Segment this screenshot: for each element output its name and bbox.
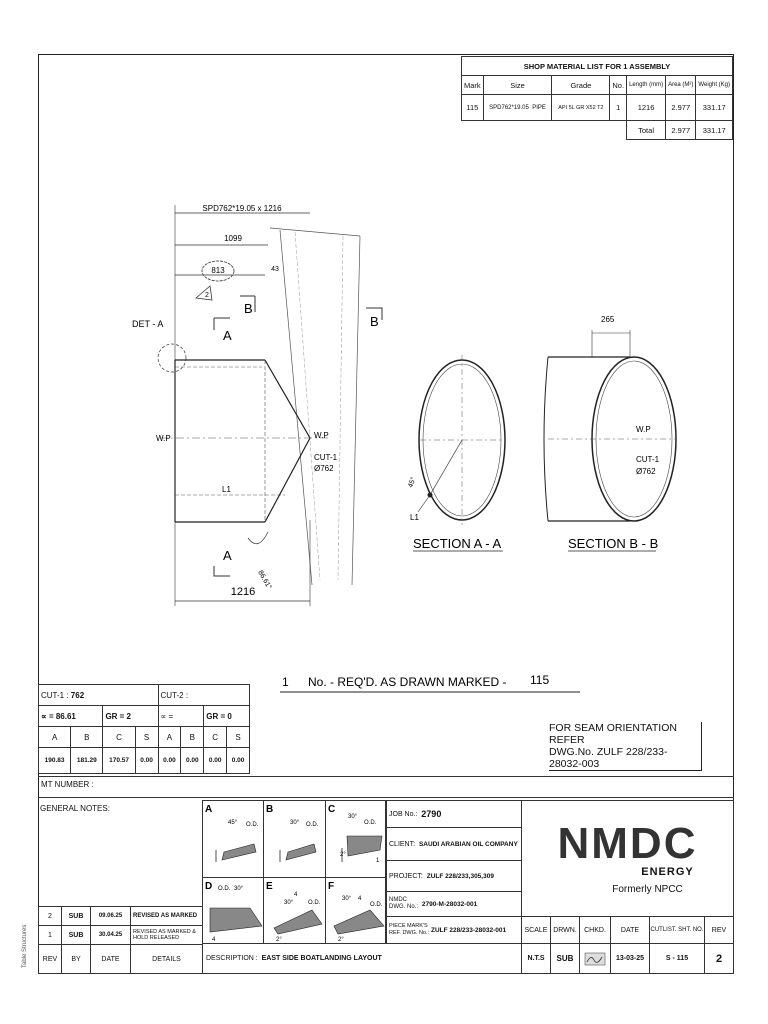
- section-bb-wp: W.P: [636, 425, 651, 434]
- rev-col-by: BY: [61, 944, 91, 974]
- cut-table: [38, 684, 250, 774]
- row-size: SPD762*19.05: [489, 104, 529, 111]
- client-label: CLIENT:: [389, 840, 416, 848]
- weld-c-od: O.D.: [364, 820, 377, 826]
- rev-row-1-rev: 2: [38, 906, 62, 926]
- weld-b-letter: B: [266, 804, 274, 815]
- row-mark: 115: [462, 95, 484, 121]
- signature-icon: [584, 952, 606, 966]
- header-no: No.: [610, 76, 627, 95]
- cut1-label: CUT-1: [314, 453, 338, 462]
- weld-f-dim2: 2°: [338, 937, 344, 943]
- date-header: DATE: [610, 916, 650, 944]
- wp-right-label: W.P: [314, 431, 329, 440]
- l1-label: L1: [222, 485, 231, 494]
- diameter-label: Ø762: [314, 464, 334, 473]
- cutlist-header: CUTLIST. SHT. NO.: [649, 916, 705, 944]
- cut1-alpha: ∝ = 86.61: [39, 706, 103, 727]
- section-bb-cut1: CUT-1: [636, 455, 660, 464]
- dim-overall: SPD762*19.05 x 1216: [202, 204, 282, 213]
- req-text: No. - REQ'D. AS DRAWN MARKED -: [308, 675, 507, 689]
- cut1-label: CUT-1 :: [41, 690, 69, 700]
- nmdc-label-1: NMDC: [389, 897, 407, 903]
- scale-value: N.T.S: [521, 943, 551, 974]
- weld-a-od: O.D.: [246, 822, 259, 828]
- nmdc-dwg-value: 2790-M-28032-001: [421, 900, 478, 908]
- weld-e-angle: 30°: [284, 900, 294, 906]
- cut1-gr: GR = 2: [103, 706, 158, 727]
- section-aa-angle: 45°: [407, 476, 418, 489]
- description-label: DESCRIPTION :: [206, 955, 258, 962]
- cut-col: B: [71, 727, 103, 748]
- section-aa-title: SECTION A - A: [413, 536, 502, 551]
- formerly-npcc: Formerly NPCC: [612, 884, 683, 895]
- weld-a-angle: 45°: [228, 820, 238, 826]
- cut-col: A: [39, 727, 71, 748]
- general-notes-label: GENERAL NOTES:: [40, 804, 110, 813]
- chkd-signature: [579, 943, 611, 974]
- rev-row-1-date: 09.06.25: [90, 906, 131, 926]
- rev-row-1-by: SUB: [61, 906, 91, 926]
- section-b-marker-right: B: [370, 314, 379, 329]
- project-cell: [386, 860, 522, 892]
- weld-e-dim2: 2°: [276, 937, 282, 943]
- weld-c-dim1: 1: [376, 858, 380, 864]
- cut-value: 181.29: [71, 748, 103, 774]
- cut2-label: CUT-2 :: [158, 685, 249, 706]
- mt-number-label: MT NUMBER :: [41, 780, 94, 789]
- side-text: Table Structures: [22, 924, 28, 968]
- description-cell: [202, 943, 522, 974]
- ref-dwg-value: ZULF 228/233-28032-001: [430, 926, 507, 934]
- req-mark: 115: [530, 673, 550, 687]
- weld-b-angle: 30°: [290, 820, 300, 826]
- weld-c-letter: C: [328, 804, 336, 815]
- cut-value: 0.00: [181, 748, 204, 774]
- cutlist-value: S - 115: [649, 943, 705, 974]
- header-area: Area (M²): [666, 76, 696, 95]
- total-area: 2.977: [666, 121, 696, 140]
- rev-row-2-by: SUB: [61, 925, 91, 945]
- seam-note-line2: DWG.No. ZULF 228/233-28032-003: [549, 746, 668, 770]
- wp-left-label: W.P: [156, 434, 171, 443]
- cut-value: 0.00: [135, 748, 158, 774]
- project-value: ZULF 228/233,305,309: [426, 872, 494, 880]
- cut-value: 0.00: [158, 748, 181, 774]
- rev-col-date: DATE: [90, 944, 131, 974]
- rev-row-1-details: REVISED AS MARKED: [130, 906, 203, 926]
- job-label: JOB No.:: [389, 810, 418, 818]
- section-bb-dia: Ø762: [636, 467, 656, 476]
- rev-value: 2: [704, 943, 734, 974]
- weld-c-angle: 30°: [348, 814, 358, 820]
- dim-43: 43: [271, 266, 279, 273]
- weld-b-od: O.D.: [306, 822, 319, 828]
- weld-e-letter: E: [266, 881, 273, 892]
- det-a-label: DET - A: [132, 319, 164, 329]
- logo-area: [521, 800, 734, 917]
- section-b-marker-left: B: [244, 301, 253, 316]
- rev-header: REV: [704, 916, 734, 944]
- dim-813: 813: [211, 266, 225, 275]
- rev-col-details: DETAILS: [130, 944, 203, 974]
- row-no: 1: [610, 95, 627, 121]
- row-size-type: PIPE: [532, 104, 546, 111]
- nmdc-dwg-cell: [386, 891, 522, 917]
- date-value: 13-03-25: [610, 943, 650, 974]
- weld-e-dim: 4: [294, 892, 298, 898]
- cut-col: C: [103, 727, 135, 748]
- rev-row-2-date: 30.04.25: [90, 925, 131, 945]
- material-list-title: SHOP MATERIAL LIST FOR 1 ASSEMBLY: [462, 57, 733, 76]
- ref-dwg-cell: [386, 916, 522, 944]
- header-length: Length (mm): [627, 76, 666, 95]
- angle-label: 86.61°: [256, 569, 273, 591]
- header-size: Size: [483, 76, 552, 95]
- cut-col: A: [158, 727, 181, 748]
- header-grade: Grade: [552, 76, 610, 95]
- nmdc-label-2: DWG. No.:: [389, 904, 419, 910]
- weld-a-letter: A: [205, 804, 213, 815]
- weld-d-od: O.D.: [218, 886, 231, 892]
- logo-subtitle: ENERGY: [641, 866, 694, 878]
- drwn-value: SUB: [550, 943, 580, 974]
- total-weight: 331.17: [696, 121, 733, 140]
- dim-1099: 1099: [224, 234, 242, 243]
- cut-value: 0.00: [204, 748, 227, 774]
- client-cell: [386, 827, 522, 861]
- job-value: 2790: [421, 809, 442, 819]
- description-value: EAST SIDE BOATLANDING LAYOUT: [261, 955, 382, 962]
- row-length: 1216: [627, 95, 666, 121]
- cut-col: C: [204, 727, 227, 748]
- weld-c-dim2: 2°: [340, 852, 346, 858]
- cut-value: 170.57: [103, 748, 135, 774]
- mt-number-row: [38, 776, 734, 798]
- cut-col: S: [227, 727, 250, 748]
- row-grade: API 5L GR X52 T2: [552, 95, 610, 121]
- weld-f-angle: 30°: [342, 896, 352, 902]
- weld-d-angle: 30°: [234, 886, 244, 892]
- drwn-header: DRWN.: [550, 916, 580, 944]
- weld-f-od: O.D.: [370, 902, 383, 908]
- client-value: SAUDI ARABIAN OIL COMPANY: [418, 840, 518, 848]
- project-label: PROJECT:: [389, 872, 423, 880]
- chkd-header: CHKD.: [579, 916, 611, 944]
- seam-orientation-note: [549, 722, 702, 771]
- rev-row-2-details: REVISED AS MARKED & HOLD RELEASED: [130, 925, 203, 945]
- cut2-alpha: ∝ =: [158, 706, 204, 727]
- total-label: Total: [627, 121, 666, 140]
- weld-d-letter: D: [205, 881, 213, 892]
- rev-col-rev: REV: [38, 944, 62, 974]
- scale-header: SCALE: [521, 916, 551, 944]
- section-bb-title: SECTION B - B: [568, 536, 659, 551]
- section-bb-dim: 265: [601, 315, 615, 324]
- job-cell: [386, 800, 522, 828]
- revision-triangle: [196, 286, 212, 300]
- ref-label-1: PIECE MARK'S: [389, 923, 428, 929]
- cut-value: 0.00: [227, 748, 250, 774]
- weld-e-od: O.D.: [308, 900, 321, 906]
- section-a-marker-top: A: [223, 328, 232, 343]
- length-dim: 1216: [230, 586, 256, 598]
- weld-details-drawing: [202, 800, 388, 945]
- weld-f-dim: 4: [358, 896, 362, 902]
- cut2-gr: GR = 0: [204, 706, 250, 727]
- section-aa-l1: L1: [410, 513, 419, 522]
- row-area: 2.977: [666, 95, 696, 121]
- ref-label-2: REF. DWG. No.:: [389, 930, 430, 936]
- cut-value: 190.83: [39, 748, 71, 774]
- rev-row-2-rev: 1: [38, 925, 62, 945]
- cut-col: B: [181, 727, 204, 748]
- row-weight: 331.17: [696, 95, 733, 121]
- cut1-value: 762: [70, 690, 85, 700]
- weld-d-dim: 4: [212, 937, 216, 943]
- weld-f-letter: F: [328, 881, 335, 892]
- seam-note-line1: FOR SEAM ORIENTATION REFER: [549, 722, 677, 746]
- req-qty: 1: [282, 675, 289, 689]
- header-weight: Weight (Kg): [696, 76, 733, 95]
- cut-col: S: [135, 727, 158, 748]
- header-mark: Mark: [462, 76, 484, 95]
- section-a-marker-bottom: A: [223, 548, 232, 563]
- revision-marker: 2: [205, 292, 209, 299]
- nmdc-logo: NMDC: [557, 819, 698, 868]
